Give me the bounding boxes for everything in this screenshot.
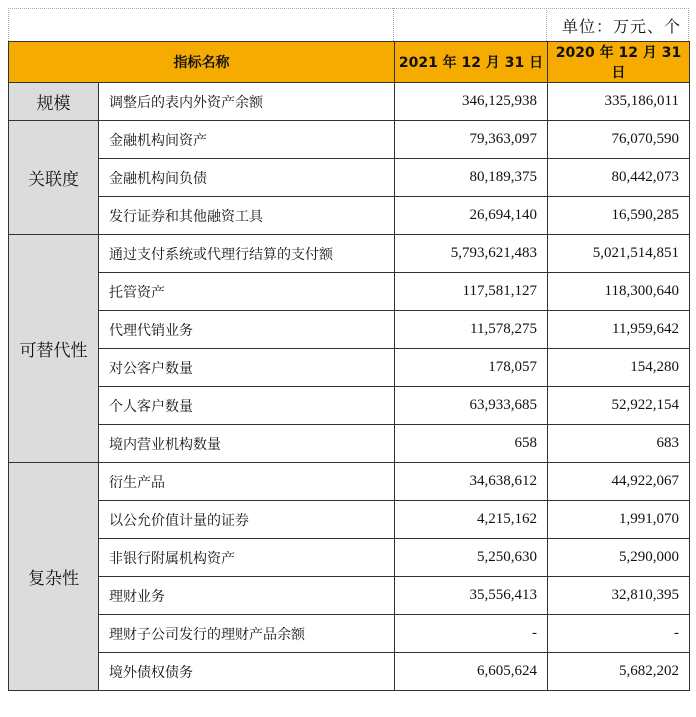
value-2021: 178,057 [395, 349, 548, 387]
table-row [9, 615, 690, 653]
value-2021: 80,189,375 [395, 159, 548, 197]
indicator-name: 境外债权债务 [99, 653, 395, 691]
value-2020: 5,021,514,851 [548, 235, 690, 273]
value-2021: 5,250,630 [395, 539, 548, 577]
dotted-divider [393, 8, 394, 41]
indicator-name: 托管资产 [99, 273, 395, 311]
value-2020: 5,682,202 [548, 653, 690, 691]
value-2020: 11,959,642 [548, 311, 690, 349]
dotted-divider [546, 8, 547, 41]
value-2021: 5,793,621,483 [395, 235, 548, 273]
header-indicator: 指标名称 [9, 42, 395, 83]
table-row [9, 539, 690, 577]
indicator-table [8, 41, 690, 691]
value-2020: 32,810,395 [548, 577, 690, 615]
value-2021: 79,363,097 [395, 121, 548, 159]
indicator-name: 个人客户数量 [99, 387, 395, 425]
indicator-name: 调整后的表内外资产余额 [99, 83, 395, 121]
value-2021: 34,638,612 [395, 463, 548, 501]
table-row [9, 197, 690, 235]
indicator-name: 非银行附属机构资产 [99, 539, 395, 577]
value-2021: - [395, 615, 548, 653]
table-row [9, 273, 690, 311]
indicator-name: 通过支付系统或代理行结算的支付额 [99, 235, 395, 273]
value-2020: 80,442,073 [548, 159, 690, 197]
table-row [9, 121, 690, 159]
header-row [9, 42, 690, 83]
value-2021: 35,556,413 [395, 577, 548, 615]
table-row [9, 653, 690, 691]
value-2021: 658 [395, 425, 548, 463]
indicator-name: 境内营业机构数量 [99, 425, 395, 463]
value-2021: 346,125,938 [395, 83, 548, 121]
value-2021: 26,694,140 [395, 197, 548, 235]
indicator-name: 理财业务 [99, 577, 395, 615]
table-row [9, 235, 690, 273]
unit-row [8, 8, 689, 41]
value-2020: 154,280 [548, 349, 690, 387]
value-2020: 76,070,590 [548, 121, 690, 159]
table-row [9, 311, 690, 349]
dotted-divider [8, 8, 9, 41]
value-2020: 52,922,154 [548, 387, 690, 425]
table-row [9, 387, 690, 425]
table-row [9, 501, 690, 539]
value-2021: 63,933,685 [395, 387, 548, 425]
indicator-name: 发行证券和其他融资工具 [99, 197, 395, 235]
value-2020: 16,590,285 [548, 197, 690, 235]
value-2020: 5,290,000 [548, 539, 690, 577]
value-2021: 4,215,162 [395, 501, 548, 539]
indicator-name: 对公客户数量 [99, 349, 395, 387]
indicator-name: 衍生产品 [99, 463, 395, 501]
table-row [9, 159, 690, 197]
table-row [9, 83, 690, 121]
value-2020: 335,186,011 [548, 83, 690, 121]
category-cell: 可替代性 [9, 235, 99, 463]
dotted-divider [688, 8, 689, 41]
value-2021: 6,605,624 [395, 653, 548, 691]
indicator-name: 以公允价值计量的证券 [99, 501, 395, 539]
table-row [9, 463, 690, 501]
table-row [9, 577, 690, 615]
unit-label: 单位：万元、个 [561, 17, 681, 36]
top-dotted-line [8, 8, 689, 9]
value-2020: 44,922,067 [548, 463, 690, 501]
value-2020: - [548, 615, 690, 653]
indicator-name: 理财子公司发行的理财产品余额 [99, 615, 395, 653]
category-cell: 关联度 [9, 121, 99, 235]
value-2020: 1,991,070 [548, 501, 690, 539]
value-2020: 683 [548, 425, 690, 463]
indicator-name: 金融机构间资产 [99, 121, 395, 159]
header-2021: 2021 年 12 月 31 日 [395, 42, 548, 83]
value-2021: 117,581,127 [395, 273, 548, 311]
header-2020: 2020 年 12 月 31 日 [548, 42, 690, 83]
category-cell: 复杂性 [9, 463, 99, 691]
indicator-name: 金融机构间负债 [99, 159, 395, 197]
value-2020: 118,300,640 [548, 273, 690, 311]
table-row [9, 425, 690, 463]
table-row [9, 349, 690, 387]
value-2021: 11,578,275 [395, 311, 548, 349]
category-cell: 规模 [9, 83, 99, 121]
indicator-name: 代理代销业务 [99, 311, 395, 349]
table-body [9, 42, 690, 691]
